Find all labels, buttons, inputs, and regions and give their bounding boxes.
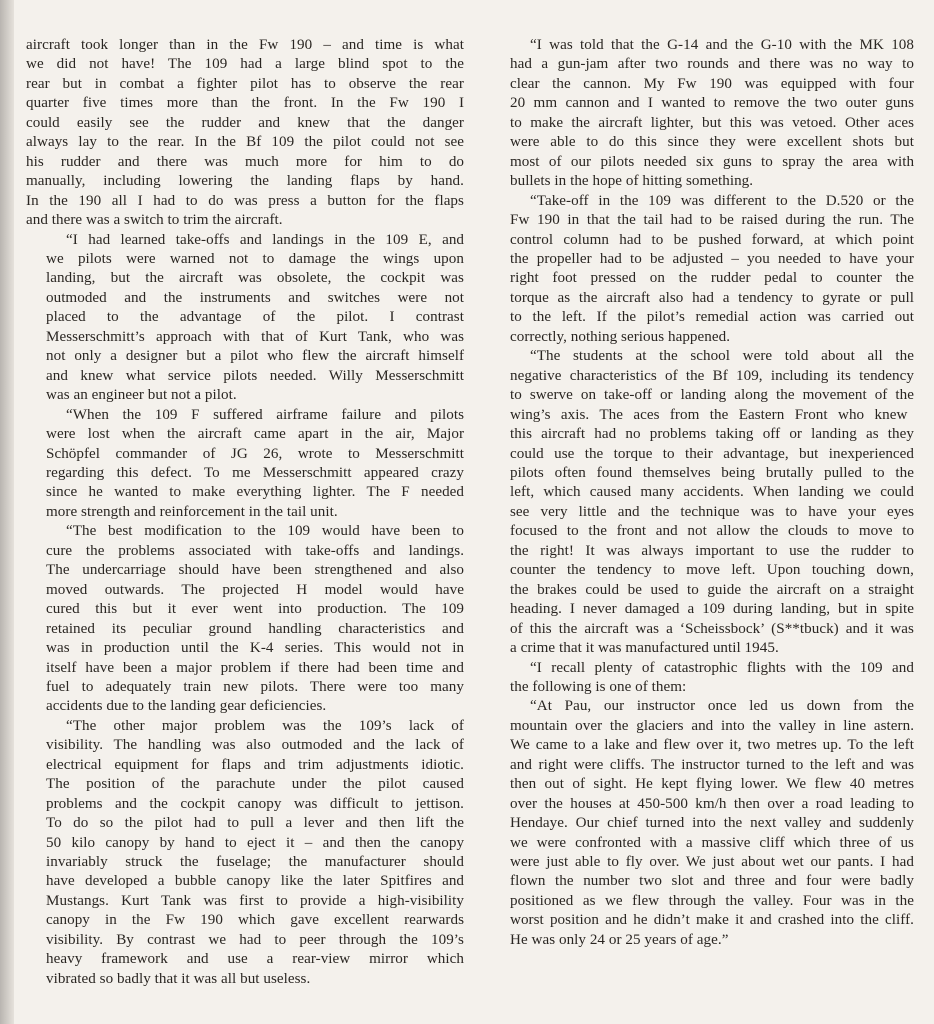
text-line: were just able to fly over. We just about wet our pants. I had: [510, 854, 914, 871]
text-line: aircraft took longer than in the Fw 190 – and time is what: [26, 37, 464, 53]
text-line: pilots often found themselves being brutally pulled to the: [510, 464, 914, 481]
text-line: positioned as we flew through the valley. Four was in the: [510, 892, 914, 909]
text-line: flown the number two slot and three and four were badly: [510, 873, 914, 890]
paragraph: [490, 36, 914, 192]
text-line: worst position and he didn’t make it and crashed into the cliff.: [510, 912, 914, 929]
text-line: “The other major problem was the 109’s lack of: [66, 717, 464, 734]
text-line: Fw 190 in that the tail had to be raised during the run. The: [510, 212, 914, 229]
text-line: “When the 109 F suffered airframe failure and pilots: [66, 406, 465, 423]
text-line: a crime that it was manufactured until 1945.: [510, 640, 779, 657]
text-line: Schöpfel commander of JG 26, wrote to Messerschmitt: [46, 445, 464, 462]
text-line: To do so the pilot had to pull a lever and then lift the: [46, 815, 465, 832]
paragraph: [26, 406, 464, 523]
text-line: control column had to be pushed forward, at which point: [510, 231, 914, 248]
text-line: had a gun-jam after two rounds and there was no way to: [510, 56, 914, 73]
text-line: 20 mm cannon and I wanted to remove the two outer guns: [510, 95, 914, 112]
text-line: visibility. The handling was also outmoded and the lack of: [46, 737, 464, 754]
text-line: moved outwards. The projected H model would have: [46, 581, 464, 598]
text-line: canopy in the Fw 190 which gave excellent rearwards: [46, 912, 465, 929]
text-line: negative characteristics of the Bf 109, including its tendency: [510, 367, 914, 384]
text-line: to make the aircraft lighter, but this was vetoed. Other aces: [510, 114, 914, 131]
text-line: most of our pilots needed six guns to spray the area with: [510, 153, 915, 170]
text-line: to the left. If the pilot’s remedial action was carried out: [510, 309, 915, 326]
text-line: focused to the front and not allow the clouds to move to: [510, 523, 915, 540]
text-line: we did not have! The 109 had a large blind spot to the: [26, 56, 464, 73]
paragraph: [26, 522, 464, 717]
text-line: “I had learned take-offs and landings in the 109 E, and: [66, 231, 465, 248]
text-line: “I was told that the G-14 and the G-10 with the MK 108: [530, 37, 915, 53]
text-line: placed to the advantage of the pilot. I contrast: [46, 309, 464, 326]
text-line: then out of sight. He kept flying lower. We flew 40 metres: [510, 776, 914, 793]
text-line: were lost when the aircraft came apart in the air, Major: [46, 426, 465, 443]
text-line: could use the torque to their advantage, but inexperienced: [510, 445, 915, 462]
text-line: invariably struck the fuselage; the manufacturer should: [46, 854, 464, 871]
text-line: Messerschmitt’s approach with that of Kurt Tank, who was: [46, 328, 464, 345]
text-line: was an engineer but not a pilot.: [46, 387, 237, 404]
left-text-column: [26, 36, 464, 989]
text-line: heading. I never damaged a 109 during landing, but in spite: [510, 601, 914, 618]
text-line: cure the problems associated with take-offs and landings.: [46, 542, 465, 559]
text-line: more strength and reinforcement in the tail unit.: [46, 503, 338, 520]
page-binding-shadow: [0, 0, 14, 1024]
text-line: see very little and the technique was to have your eyes: [510, 503, 915, 520]
text-line: since he wanted to make everything lighter. The F needed: [46, 484, 465, 501]
paragraph: [490, 697, 914, 950]
paragraph: [490, 347, 914, 658]
text-line: right foot pressed on the rudder pedal to counter the: [510, 270, 915, 287]
text-line: accidents due to the landing gear deficiencies.: [46, 698, 327, 715]
text-line: torque as the aircraft also had a tendency to gyrate or pull: [510, 289, 915, 306]
text-line: problems and the cockpit canopy was difficult to jettison.: [46, 795, 465, 812]
text-line: wing’s axis. The aces from the Eastern Front who knew: [510, 406, 908, 423]
text-line: He was only 24 or 25 years of age.”: [510, 931, 729, 948]
paragraph: [490, 659, 914, 698]
text-line: We came to a lake and flew over it, two metres up. To the left: [510, 737, 914, 754]
text-line: regarding this defect. To me Messerschmitt appeared crazy: [46, 464, 465, 481]
text-line: vibrated so badly that it was all but useless.: [46, 970, 311, 987]
text-line: Hendaye. Our chief turned into the next valley and suddenly: [510, 815, 914, 832]
text-line: we pilots were warned not to damage the wings upon: [46, 250, 464, 267]
text-line: rear but in combat a fighter pilot has to observe the rear: [26, 75, 464, 92]
text-line: cured this but it ever went into production. The 109: [46, 601, 465, 618]
text-line: correctly, nothing serious happened.: [510, 328, 731, 345]
text-line: could easily see the rudder and knew that the danger: [26, 114, 465, 131]
text-line: “I recall plenty of catastrophic flights with the 109 and: [530, 659, 914, 676]
text-line: The position of the parachute under the pilot caused: [46, 776, 464, 793]
text-line: mountain over the glaciers and into the valley in line astern.: [510, 717, 915, 734]
text-line: not only a designer but a pilot who flew the aircraft himself: [46, 348, 465, 365]
text-line: outmoded and the instruments and switches were not: [46, 289, 465, 306]
text-line: itself have been a major problem if there had been time and: [46, 659, 464, 676]
text-line: The undercarriage should have been strengthened and also: [46, 562, 464, 579]
text-line: retained its peculiar ground handling characteristics and: [46, 620, 464, 637]
text-line: Mustangs. Kurt Tank was first to provide a high-visibility: [46, 892, 464, 909]
text-line: visibility. By contrast we had to peer through the 109’s: [46, 931, 464, 948]
text-line: and right were cliffs. The instructor turned to the left and was: [510, 756, 915, 773]
text-line: heavy framework and use a rear-view mirror which: [46, 951, 464, 968]
text-line: was in production until the K-4 series. This would not in: [46, 640, 465, 657]
text-line: clear the cannon. My Fw 190 was equipped with four: [510, 75, 915, 92]
text-line: the brakes could be used to guide the aircraft on a straight: [510, 581, 914, 598]
text-line: of this the aircraft was a ‘Scheissbock’ (S**tbuck) and it was: [510, 620, 914, 637]
text-line: “At Pau, our instructor once led us down from the: [530, 698, 914, 715]
text-line: the right! It was always important to use the rudder to: [510, 542, 914, 559]
text-line: manually, including lowering the landing flaps by hand.: [26, 173, 464, 190]
text-line: landing, but the aircraft was obsolete, the cockpit was: [46, 270, 464, 287]
text-line: this aircraft had no problems taking off or landing as they: [510, 426, 914, 443]
text-line: counter the tendency to move left. Upon touching down,: [510, 562, 914, 579]
text-line: his rudder and there was much more for him to do: [26, 153, 465, 170]
text-line: In the 190 all I had to do was press a button for the flaps: [26, 192, 464, 209]
text-line: electrical equipment for flaps and trim adjustments idiotic.: [46, 756, 465, 773]
text-line: “The best modification to the 109 would have been to: [66, 523, 465, 540]
text-line: 50 kilo canopy by hand to eject it – and then the canopy: [46, 834, 465, 851]
text-line: left, which caused many accidents. When landing we could: [510, 484, 914, 501]
text-line: always lay to the rear. In the Bf 109 the pilot could not see: [26, 134, 465, 151]
text-line: over the houses at 450-500 km/h then over a road leading to: [510, 795, 915, 812]
text-line: bullets in the hope of hitting something.: [510, 173, 754, 190]
text-line: quarter five times more than the front. In the Fw 190 I: [26, 95, 465, 112]
text-line: “The students at the school were told about all the: [530, 348, 914, 365]
text-line: we were confronted with a massive cliff which three of us: [510, 834, 914, 851]
right-text-column: [490, 36, 914, 950]
paragraph: [26, 717, 464, 989]
paragraph: [26, 36, 464, 231]
text-line: were able to do this since they were excellent shots but: [510, 134, 914, 151]
text-line: and there was a switch to trim the aircraft.: [26, 212, 283, 229]
text-line: have developed a bubble canopy like the later Spitfires and: [46, 873, 465, 890]
text-line: to swerve on take-off or landing along the movement of the: [510, 387, 914, 404]
text-line: “Take-off in the 109 was different to the D.520 or the: [530, 192, 914, 209]
paragraph: [26, 231, 464, 406]
text-line: the propeller had to be adjusted – you needed to have your: [510, 250, 914, 267]
text-line: fuel to adequately train new pilots. There were too many: [46, 678, 464, 695]
paragraph: [490, 192, 914, 348]
text-line: and knew what service pilots needed. Willy Messerschmitt: [46, 367, 464, 384]
text-line: the following is one of them:: [510, 678, 687, 695]
